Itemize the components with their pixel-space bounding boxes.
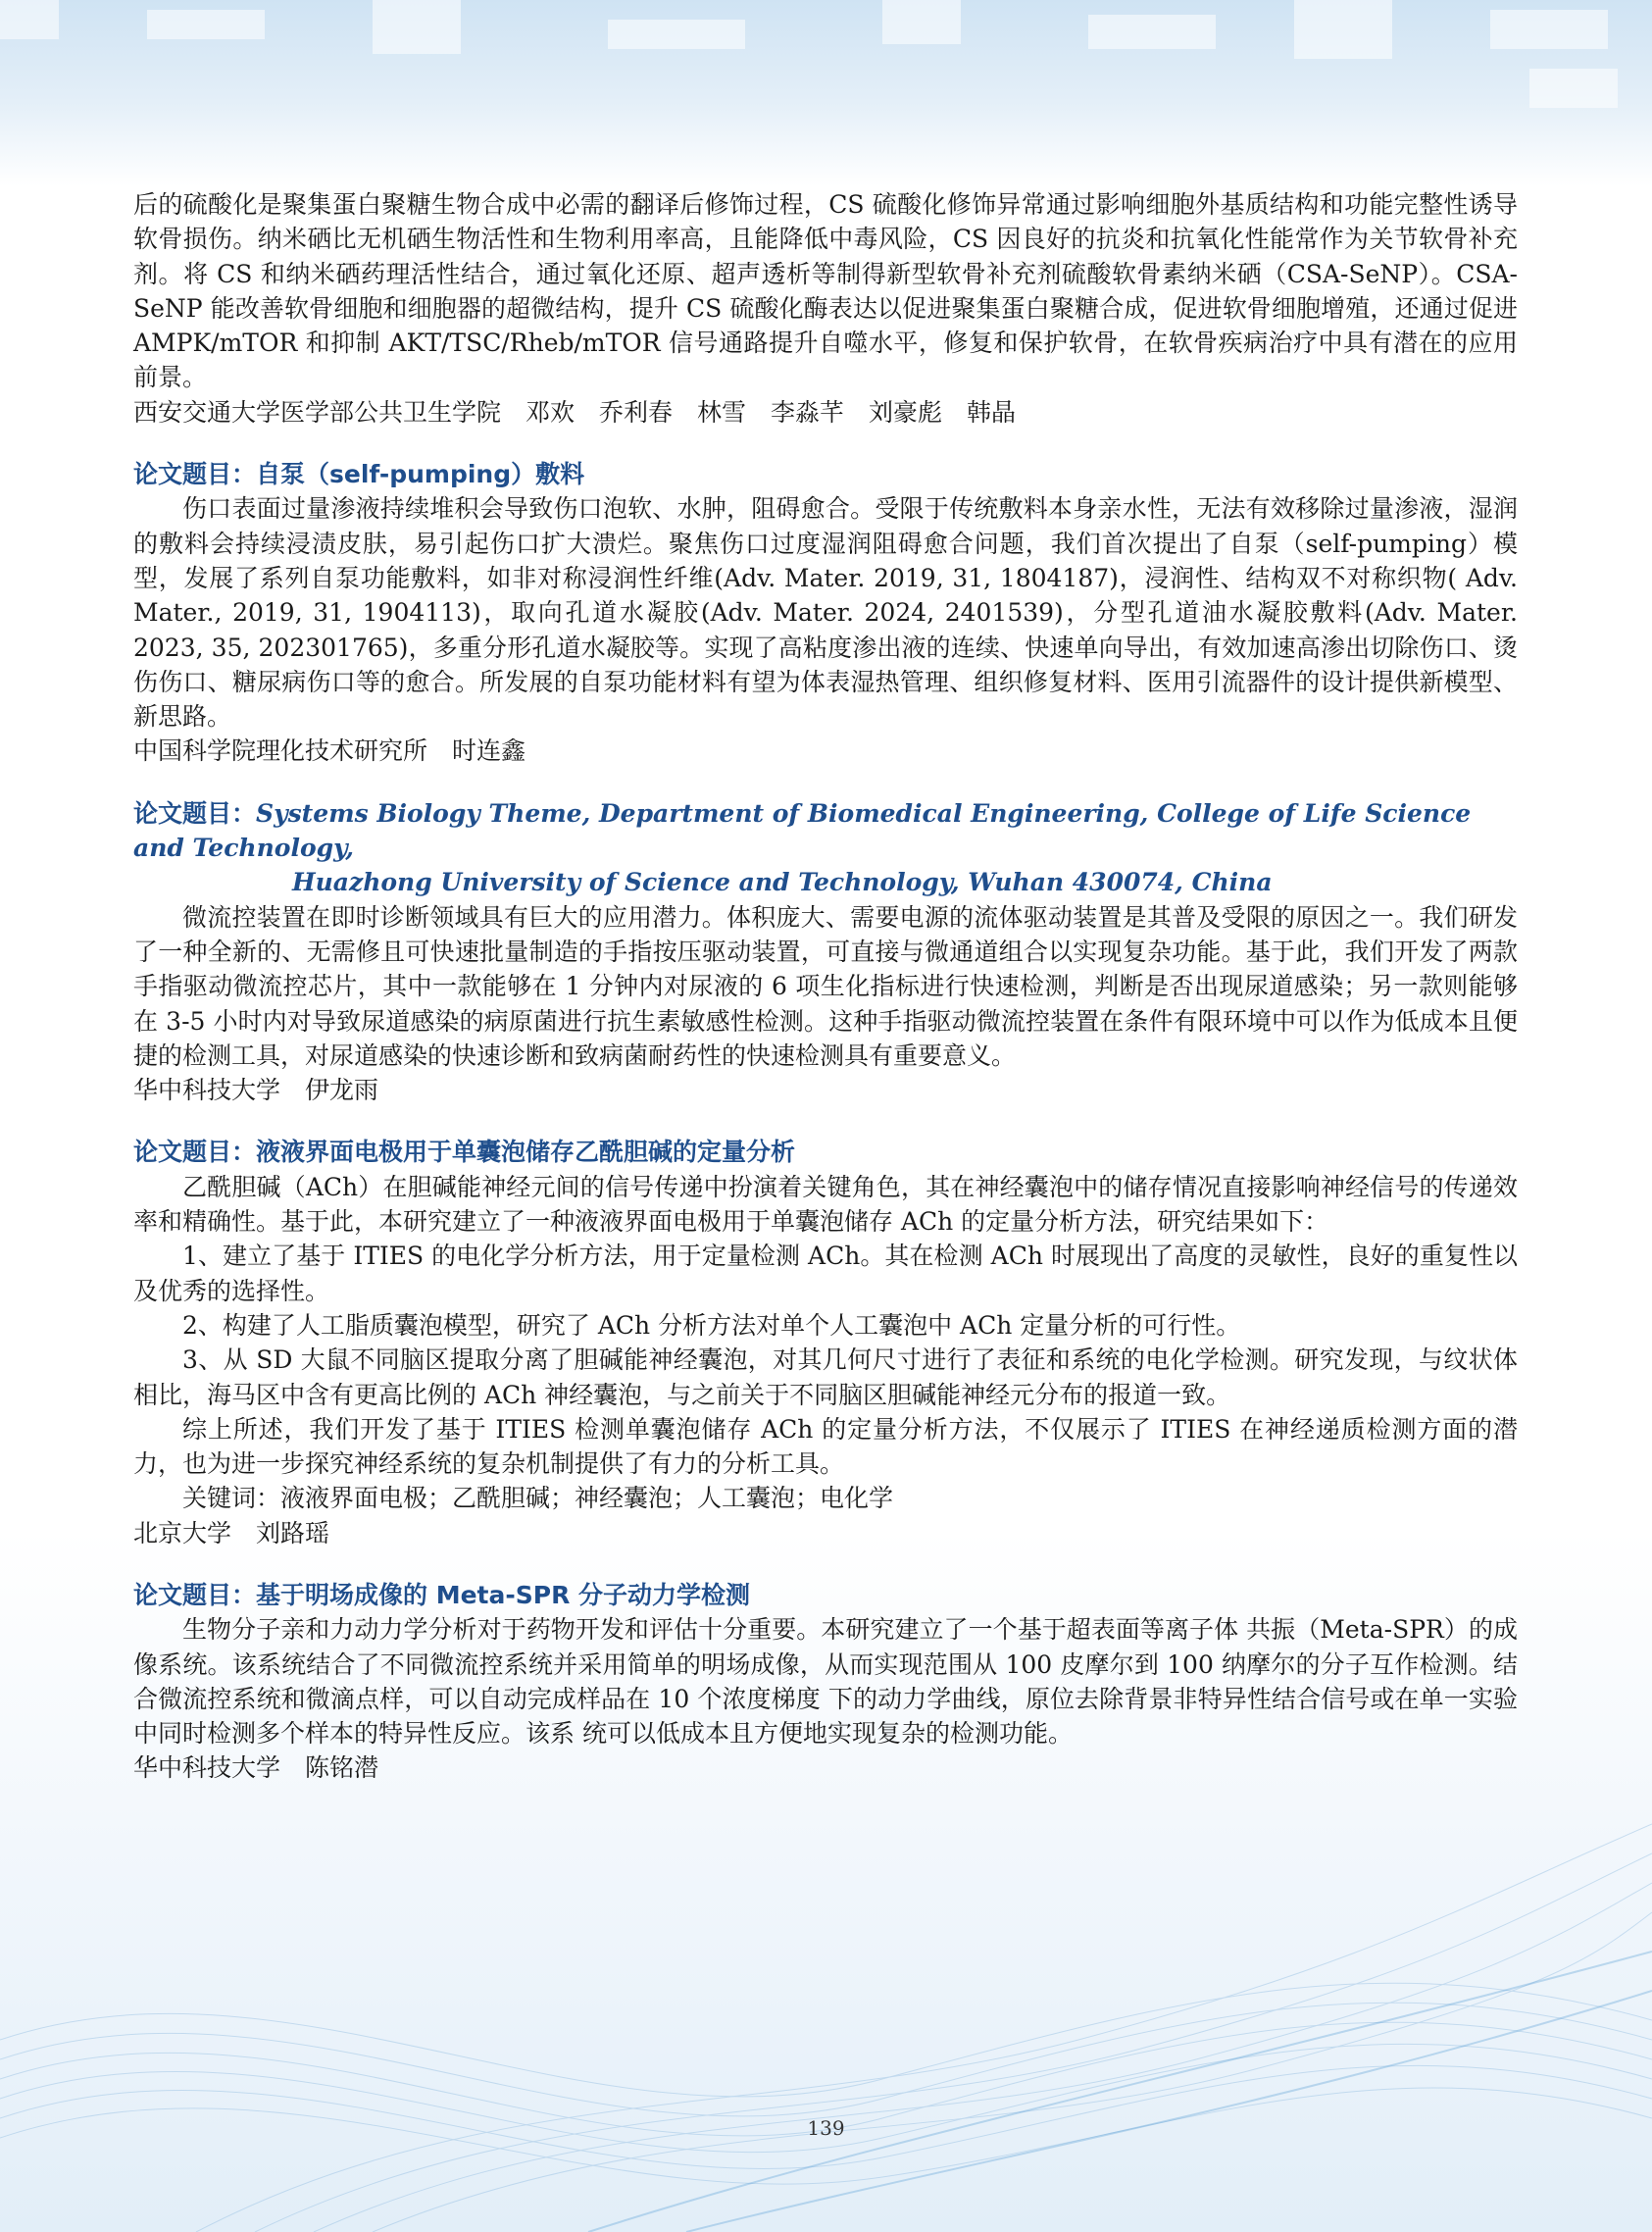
intro-author: 西安交通大学医学部公共卫生学院 邓欢 乔利春 林雪 李淼芊 刘豪彪 韩晶 xyxy=(133,397,1017,427)
article-3-title: 论文题目：液液界面电极用于单囊泡储存乙酰胆碱的定量分析 xyxy=(133,1138,796,1167)
article-3-paragraph-2: 1、建立了基于 ITIES 的电化学分析方法，用于定量检测 ACh。其在检测 ACh 时展现出了高度的灵敏性，良好的重复性以及优秀的选择性。 xyxy=(133,1242,1518,1305)
article-3-paragraph-3: 2、构建了人工脂质囊泡模型，研究了 ACh 分析方法对单个人工囊泡中 ACh 定量分析的可行性。 xyxy=(182,1310,1241,1340)
article-2-title xyxy=(133,796,1518,900)
article-4-paragraph: 生物分子亲和力动力学分析对于药物开发和评估十分重要。本研究建立了一个基于超表面等离子体 共振（Meta-SPR）的成像系统。该系统结合了不同微流控系统并采用简单的明场成像，从而实现范围从 100 皮摩尔到 100 纳摩尔的分子互作检测。结合微流控系统和微滴点样，可以自动完成样品在 10 个浓度梯度 下的动力学曲线，原位去除背景非特异性结合信号或在单一实验中同时检测多个样本的特异性反应。该系 统可以低成本且方便地实现复杂的检测功能。 xyxy=(133,1615,1518,1749)
article-2-title-line-2: Huazhong University of Science and Technology, Wuhan 430074, China xyxy=(292,868,1273,897)
article-1-paragraph: 伤口表面过量渗液持续堆积会导致伤口泡软、水肿，阻碍愈合。受限于传统敷料本身亲水性，无法有效移除过量渗液，湿润的敷料会持续浸渍皮肤，易引起伤口扩大溃烂。聚焦伤口过度湿润阻碍愈合问题，我们首次提出了自泵（self-pumping）模型，发展了系列自泵功能敷料，如非对称浸润性纤维(Adv. Mater. 2019, 31, 1804187)，浸润性、结构双不对称织物( Adv. Mater., 2019, 31, 1904113)，取向孔道水凝胶(Adv. Mater. 2024, 2401539)，分型孔道油水凝胶敷料(Adv. Mater. 2023, 35, 202301765)，多重分形孔道水凝胶等。实现了高粘度渗出液的连续、快速单向导出，有效加速高渗出切除伤口、烫伤伤口、糖尿病伤口等的愈合。所发展的自泵功能材料有望为体表湿热管理、组织修复材料、医用引流器件的设计提供新模型、新思路。 xyxy=(133,494,1518,732)
article-3-paragraph-1: 乙酰胆碱（ACh）在胆碱能神经元间的信号传递中扮演着关键角色，其在神经囊泡中的储存情况直接影响神经信号的传递效率和精确性。基于此，本研究建立了一种液液界面电极用于单囊泡储存 ACh 的定量分析方法，研究结果如下： xyxy=(133,1172,1518,1237)
article-2-paragraph: 微流控装置在即时诊断领域具有巨大的应用潜力。体积庞大、需要电源的流体驱动装置是其普及受限的原因之一。我们研发了一种全新的、无需修且可快速批量制造的手指按压驱动装置，可直接与微通道组合以实现复杂功能。基于此，我们开发了两款手指驱动微流控芯片，其中一款能够在 1 分钟内对尿液的 6 项生化指标进行快速检测，判断是否出现尿道感染；另一款则能够在 3-5 小时内对导致尿道感染的病原菌进行抗生素敏感性检测。这种手指驱动微流控装置在条件有限环境中可以作为低成本且便捷的检测工具，对尿道感染的快速诊断和致病菌耐药性的快速检测具有重要意义。 xyxy=(133,902,1518,1070)
article-3-author: 北京大学 刘路瑶 xyxy=(133,1518,330,1547)
article-2-title-line-1: Systems Biology Theme, Department of Biomedical Engineering, College of Life Science and Technology, xyxy=(133,798,1472,863)
intro-section xyxy=(133,187,1518,430)
article-3-paragraph-5: 综上所述，我们开发了基于 ITIES 检测单囊泡储存 ACh 的定量分析方法，不仅展示了 ITIES 在神经递质检测方面的潜力，也为进一步探究神经系统的复杂机制提供了有力的分析工具。 xyxy=(133,1414,1518,1479)
article-2 xyxy=(133,796,1518,1108)
intro-paragraph: 后的硫酸化是聚集蛋白聚糖生物合成中必需的翻译后修饰过程，CS 硫酸化修饰异常通过影响细胞外基质结构和功能完整性诱导软骨损伤。纳米硒比无机硒生物活性和生物利用率高，且能降低中毒风险，CS 因良好的抗炎和抗氧化性能常作为关节软骨补充剂。将 CS 和纳米硒药理活性结合，通过氧化还原、超声透析等制得新型软骨补充剂硫酸软骨素纳米硒（CSA-SeNP）。CSA-SeNP 能改善软骨细胞和细胞器的超微结构，提升 CS 硫酸化酶表达以促进聚集蛋白聚糖合成，促进软骨细胞增殖，还通过促进 AMPK/mTOR 和抑制 AKT/TSC/Rheb/mTOR 信号通路提升自噬水平，修复和保护软骨，在软骨疾病治疗中具有潜在的应用前景。 xyxy=(133,190,1518,392)
header-background xyxy=(0,0,1652,186)
article-1-title: 论文题目：自泵（self-pumping）敷料 xyxy=(133,460,585,489)
article-2-author: 华中科技大学 伊龙雨 xyxy=(133,1076,379,1105)
article-4-author: 华中科技大学 陈铭潜 xyxy=(133,1753,379,1783)
article-3 xyxy=(133,1135,1518,1550)
article-1 xyxy=(133,457,1518,769)
article-2-title-prefix: 论文题目： xyxy=(133,798,257,828)
article-3-keywords: 关键词：液液界面电极；乙酰胆碱；神经囊泡；人工囊泡；电化学 xyxy=(182,1484,894,1513)
article-4 xyxy=(133,1578,1518,1786)
article-3-paragraph-4: 3、从 SD 大鼠不同脑区提取分离了胆碱能神经囊泡，对其几何尺寸进行了表征和系统的电化学检测。研究发现，与纹状体相比，海马区中含有更高比例的 ACh 神经囊泡，与之前关于不同脑区胆碱能神经元分布的报道一致。 xyxy=(133,1345,1518,1409)
article-4-title: 论文题目：基于明场成像的 Meta-SPR 分子动力学检测 xyxy=(133,1580,751,1609)
page-content xyxy=(133,187,1518,1786)
page-number: 139 xyxy=(807,2116,845,2140)
article-1-author: 中国科学院理化技术研究所 时连鑫 xyxy=(133,736,526,766)
